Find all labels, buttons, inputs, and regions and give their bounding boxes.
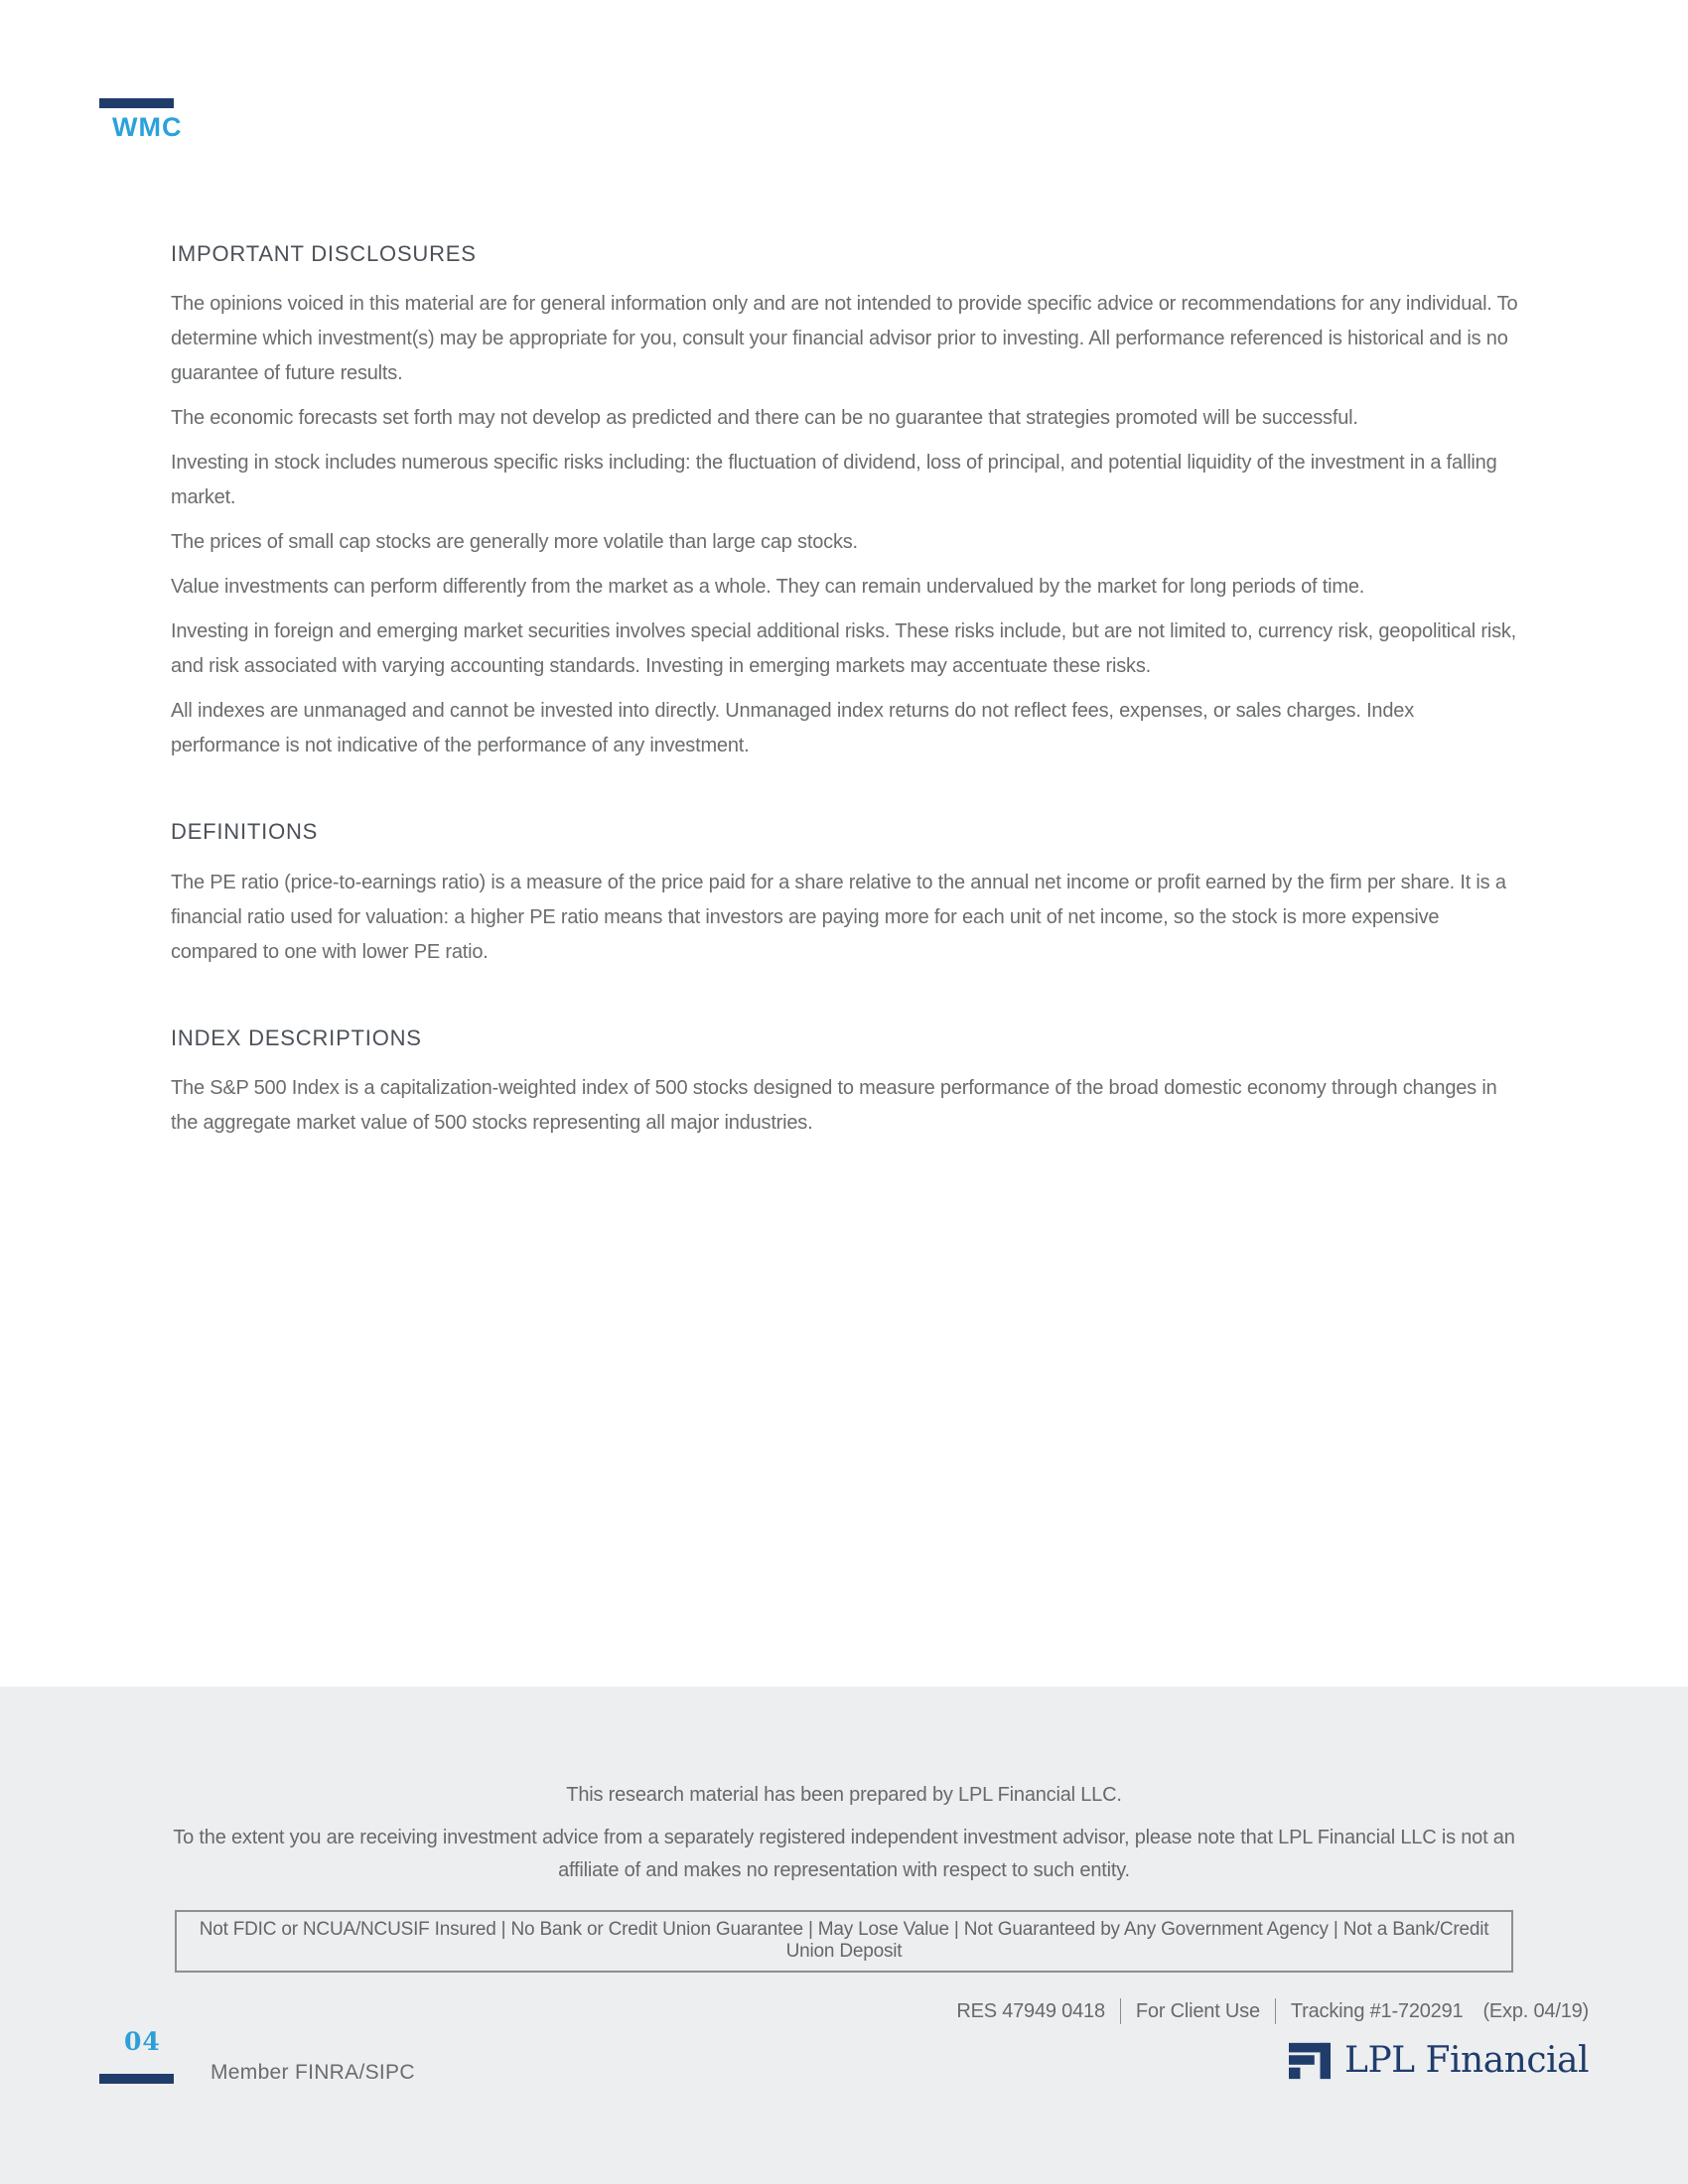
lpl-financial-logo [1289,2041,1589,2081]
section-index-descriptions [171,1025,1521,1141]
res-code: RES 47949 0418 [956,1999,1105,2022]
disclosure-paragraph: Investing in foreign and emerging market securities involves special additional risks. These risks include, but are not limited to, currency risk, geopolitical risk, and risk associated with varying accounting standards. Investing in emerging markets may accentuate these risks. [171,620,1517,678]
separator-bar [1275,1998,1276,2024]
insurance-disclaimer-box: Not FDIC or NCUA/NCUSIF Insured | No Bank or Credit Union Guarantee | May Lose Value | Not Guaranteed by Any Government Agency | Not a Bank/Credit Union Deposit [175,1910,1513,1973]
tracking-number: Tracking #1-720291 [1290,1999,1464,2022]
client-use-label: For Client Use [1135,1999,1260,2022]
disclosures-content [171,241,1521,1196]
definition-paragraph: The PE ratio (price-to-earnings ratio) is a measure of the price paid for a share relative to the annual net income or profit earned by the firm per share. It is a financial ratio used for valuation: a higher PE ratio means that investors are paying more for each unit of net income, so the stock is more expensive compared to one with lower PE ratio. [171,871,1506,963]
disclosure-paragraph: The economic forecasts set forth may not develop as predicted and there can be no guarantee that strategies promoted will be successful. [171,407,1358,430]
expiration-date: (Exp. 04/19) [1482,1999,1589,2022]
index-description-paragraph: The S&P 500 Index is a capitalization-weighted index of 500 stocks designed to measure performance of the broad domestic economy through changes in the aggregate market value of 500 stocks representing all major industries. [171,1077,1497,1135]
page-number: 04 [124,2027,161,2056]
footer-band [0,1687,1688,2184]
lpl-logo-wordmark: LPL Financial [1344,2040,1589,2081]
disclosure-paragraph: The opinions voiced in this material are for general information only and are not intended to provide specific advice or recommendations for any individual. To determine which investment(s) may be appropriate for you, consult your financial advisor prior to investing. All performance referenced is historical and is no guarantee of future results. [171,293,1518,385]
disclosure-paragraph: All indexes are unmanaged and cannot be invested into directly. Unmanaged index returns do not reflect fees, expenses, or sales charges. Index performance is not indicative of the performance of any investment. [171,700,1415,757]
wmc-brand-logo [99,98,182,141]
tracking-line [0,1998,1589,2024]
prepared-by-line: This research material has been prepared by LPL Financial LLC. [566,1784,1122,1806]
advisor-note-line: To the extent you are receiving investment advice from a separately registered independent investment advisor, please note that LPL Financial LLC is not an affiliate of and makes no representation with respect to such entity. [173,1827,1515,1881]
page-number-bar [99,2074,174,2084]
disclosure-paragraph: Investing in stock includes numerous specific risks including: the fluctuation of dividend, loss of principal, and potential liquidity of the investment in a falling market. [171,452,1497,509]
brand-bar [99,98,174,108]
disclosure-paragraph: Value investments can perform differently from the market as a whole. They can remain undervalued by the market for long periods of time. [171,576,1365,599]
brand-logo-text: WMC [112,112,183,142]
separator-bar [1120,1998,1121,2024]
disclosure-paragraph: The prices of small cap stocks are generally more volatile than large cap stocks. [171,531,858,554]
section-heading: DEFINITIONS [171,819,319,845]
section-important-disclosures [171,241,1521,763]
section-definitions [171,819,1521,969]
section-heading: INDEX DESCRIPTIONS [171,1024,422,1050]
lpl-logo-icon [1289,2042,1331,2080]
member-finra-sipc-line: Member FINRA/SIPC [211,2061,415,2084]
section-heading: IMPORTANT DISCLOSURES [171,241,477,266]
